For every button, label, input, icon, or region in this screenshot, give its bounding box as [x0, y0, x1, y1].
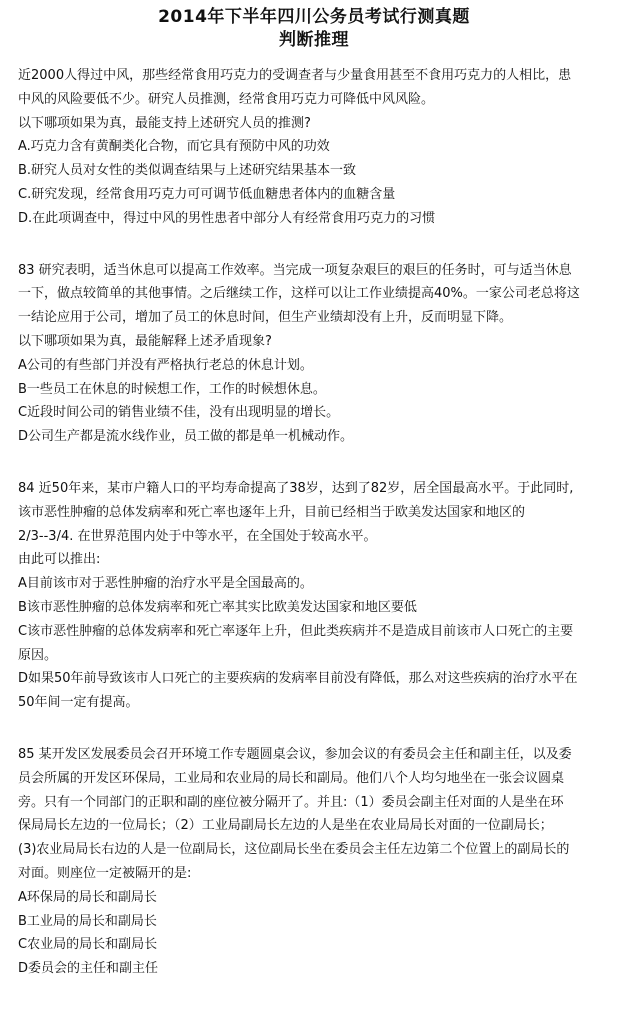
answer-option: A环保局的局长和副局长: [18, 889, 157, 905]
answer-option: C.研究发现，经常食用巧克力可可调节低血糖患者体内的血糖含量: [18, 186, 396, 202]
answer-option: 原因。: [18, 647, 58, 663]
answer-option: C该市恶性肿瘤的总体发病率和死亡率逐年上升，但此类疾病并不是造成目前该市人口死亡的主要: [18, 623, 574, 639]
question-stem-line: 84 近50年来，某市户籍人口的平均寿命提高了38岁，达到了82岁，居全国最高水平。于此同时,: [18, 480, 574, 496]
question-stem-line: 一结论应用于公司，增加了员工的休息时间，但生产业绩却没有上升，反而明显下降。: [18, 310, 513, 326]
question-block: [18, 259, 618, 449]
answer-option: D公司生产都是流水线作业，员工做的都是单一机械动作。: [18, 429, 354, 445]
answer-option: A.巧克力含有黄酮类化合物，而它具有预防中风的功效: [18, 139, 330, 155]
question-block: [18, 477, 618, 715]
answer-option: B一些员工在休息的时候想工作，工作的时候想休息。: [18, 381, 326, 397]
question-list: [18, 64, 618, 1009]
question-stem-line: 中风的风险要低不少。研究人员推测，经常食用巧克力可降低中风风险。: [18, 91, 435, 107]
answer-option: A公司的有些部门并没有严格执行老总的休息计划。: [18, 357, 313, 373]
question-stem-line: 一下，做点较简单的其他事情。之后继续工作，这样可以让工作业绩提高40%。一家公司老总将这: [18, 286, 580, 302]
answer-option: D如果50年前导致该市人口死亡的主要疾病的发病率目前没有降低，那么对这些疾病的治疗水平在: [18, 671, 578, 687]
answer-option: B.研究人员对女性的类似调查结果与上述研究结果基本一致: [18, 163, 357, 179]
question-stem-line: 旁。只有一个同部门的正职和副的座位被分隔开了。并且:（1）委员会副主任对面的人是坐在环: [18, 794, 564, 810]
document-title: 2014年下半年四川公务员考试行测真题: [158, 7, 470, 27]
answer-option: A目前该市对于恶性肿瘤的治疗水平是全国最高的。: [18, 576, 313, 592]
question-stem-line: 该市恶性肿瘤的总体发病率和死亡率也逐年上升，目前已经相当于欧美发达国家和地区的: [18, 504, 526, 520]
answer-option: 50年间一定有提高。: [18, 695, 139, 711]
question-stem-line: 83 研究表明，适当休息可以提高工作效率。当完成一项复杂艰巨的艰巨的任务时，可与适当休息: [18, 262, 572, 278]
answer-option: C近段时间公司的销售业绩不佳，没有出现明显的增长。: [18, 405, 340, 421]
question-block: [18, 64, 618, 231]
answer-option: D.在此项调查中，得过中风的男性患者中部分人有经常食用巧克力的习惯: [18, 210, 436, 226]
question-stem-line: 近2000人得过中风，那些经常食用巧克力的受调查者与少量食用甚至不食用巧克力的人相比，患: [18, 68, 572, 83]
document-subtitle: 判断推理: [279, 30, 349, 50]
answer-option: D委员会的主任和副主任: [18, 961, 159, 977]
question-stem-line: (3)农业局局长右边的人是一位副局长，这位副局长坐在委员会主任左边第二个位置上的副局长的: [18, 842, 570, 858]
question-prompt: 以下哪项如果为真，最能支持上述研究人员的推测?: [18, 115, 311, 131]
question-stem-line: 对面。则座位一定被隔开的是:: [18, 865, 192, 881]
question-prompt: 以下哪项如果为真，最能解释上述矛盾现象?: [18, 333, 272, 349]
answer-option: C农业局的局长和副局长: [18, 937, 158, 953]
question-block: [18, 743, 618, 981]
question-stem-line: 保局局长左边的一位局长；（2）工业局副局长左边的人是坐在农业局局长对面的一位副局长；: [18, 818, 553, 834]
document-header: [0, 0, 628, 62]
question-stem-line: 85 某开发区发展委员会召开环境工作专题圆桌会议，参加会议的有委员会主任和副主任，以及委: [18, 746, 572, 762]
question-prompt: 由此可以推出:: [18, 552, 101, 568]
answer-option: B工业局的局长和副局长: [18, 913, 157, 929]
question-stem-line: 2/3--3/4. 在世界范围内处于中等水平，在全国处于较高水平。: [18, 528, 377, 544]
answer-option: B该市恶性肿瘤的总体发病率和死亡率其实比欧美发达国家和地区要低: [18, 599, 417, 615]
question-stem-line: 员会所属的开发区环保局，工业局和农业局的局长和副局。他们八个人均匀地坐在一张会议圆桌: [18, 770, 565, 786]
